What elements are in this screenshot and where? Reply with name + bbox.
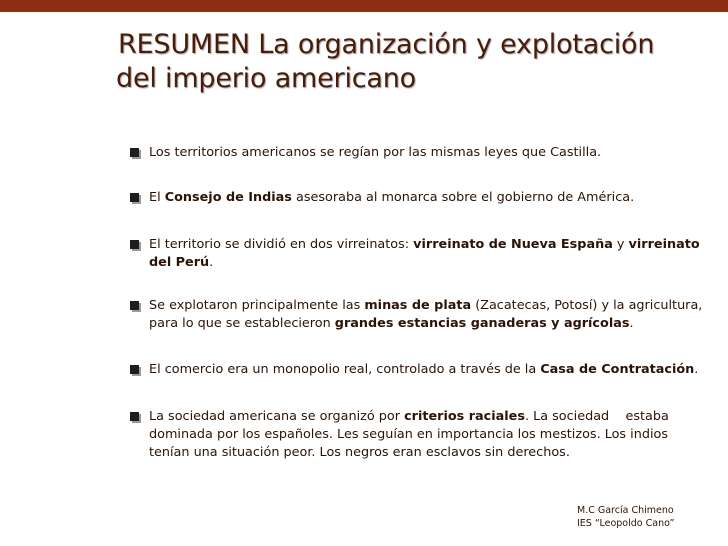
bold-term: criterios raciales	[404, 409, 525, 424]
text-run: dominada por los españoles. Les seguían en importancia los mestizos. Los indios	[149, 427, 669, 442]
text-run: .	[629, 316, 634, 331]
bullet-text-line	[149, 361, 715, 379]
text-run: El comercio era un monopolio real, controlado a través de la	[149, 362, 541, 377]
text-run: El territorio se dividió en dos virreinatos:	[149, 237, 414, 252]
bold-term: virreinato de Nueva España	[413, 237, 613, 252]
bullet-text	[149, 144, 715, 162]
square-bullet-icon	[130, 240, 139, 249]
footer-credit	[577, 504, 674, 530]
square-bullet-icon	[130, 365, 139, 374]
square-bullet-icon	[130, 301, 139, 310]
text-run: .	[209, 255, 214, 270]
bullet-text-line	[149, 426, 715, 444]
footer-author: M.C García Chimeno	[577, 505, 674, 516]
text-run: (Zacatecas, Potosí) y la agricultura,	[471, 298, 703, 313]
bullet-text-line	[149, 254, 715, 272]
text-run: para lo que se establecieron	[149, 316, 335, 331]
bullet-text-line	[149, 236, 715, 254]
bullet-text	[149, 297, 715, 333]
text-run: asesoraba al monarca sobre el gobierno de América.	[291, 190, 635, 205]
bold-term: Consejo de Indias	[164, 190, 292, 205]
text-run: y	[612, 237, 629, 252]
bullet-text-line	[149, 297, 715, 315]
bold-term: grandes estancias ganaderas y agrícolas	[334, 316, 630, 331]
bullet-text-line	[149, 315, 715, 333]
bullet-text	[149, 236, 715, 272]
text-run: Los territorios americanos se regían por las mismas leyes que Castilla.	[149, 145, 602, 160]
text-run: . La sociedad estaba	[524, 409, 669, 424]
text-run: Se explotaron principalmente las	[149, 298, 365, 313]
text-run: El	[149, 190, 165, 205]
text-run: La sociedad americana se organizó por	[149, 409, 405, 424]
square-bullet-icon	[130, 412, 139, 421]
bold-term: del Perú	[149, 255, 210, 270]
text-run: .	[694, 362, 699, 377]
square-bullet-icon	[130, 148, 139, 157]
footer-school: IES “Leopoldo Cano”	[577, 518, 675, 529]
bullet-text-line	[149, 189, 715, 207]
bold-term: minas de plata	[364, 298, 472, 313]
title-line-1: RESUMEN La organización y explotación	[118, 29, 655, 60]
slide-title	[116, 28, 718, 94]
bullet-text	[149, 189, 715, 207]
bold-term: Casa de Contratación	[540, 362, 695, 377]
bullet-text-line	[149, 144, 715, 162]
bold-term: virreinato	[628, 237, 700, 252]
square-bullet-icon	[130, 193, 139, 202]
bullet-text	[149, 361, 715, 379]
bullet-text-line	[149, 408, 715, 426]
text-run: tenían una situación peor. Los negros eran esclavos sin derechos.	[149, 445, 570, 460]
bullet-text-line	[149, 444, 715, 462]
top-accent-bar	[0, 0, 728, 12]
bullet-text	[149, 408, 715, 462]
title-line-2: del imperio americano	[116, 63, 416, 94]
